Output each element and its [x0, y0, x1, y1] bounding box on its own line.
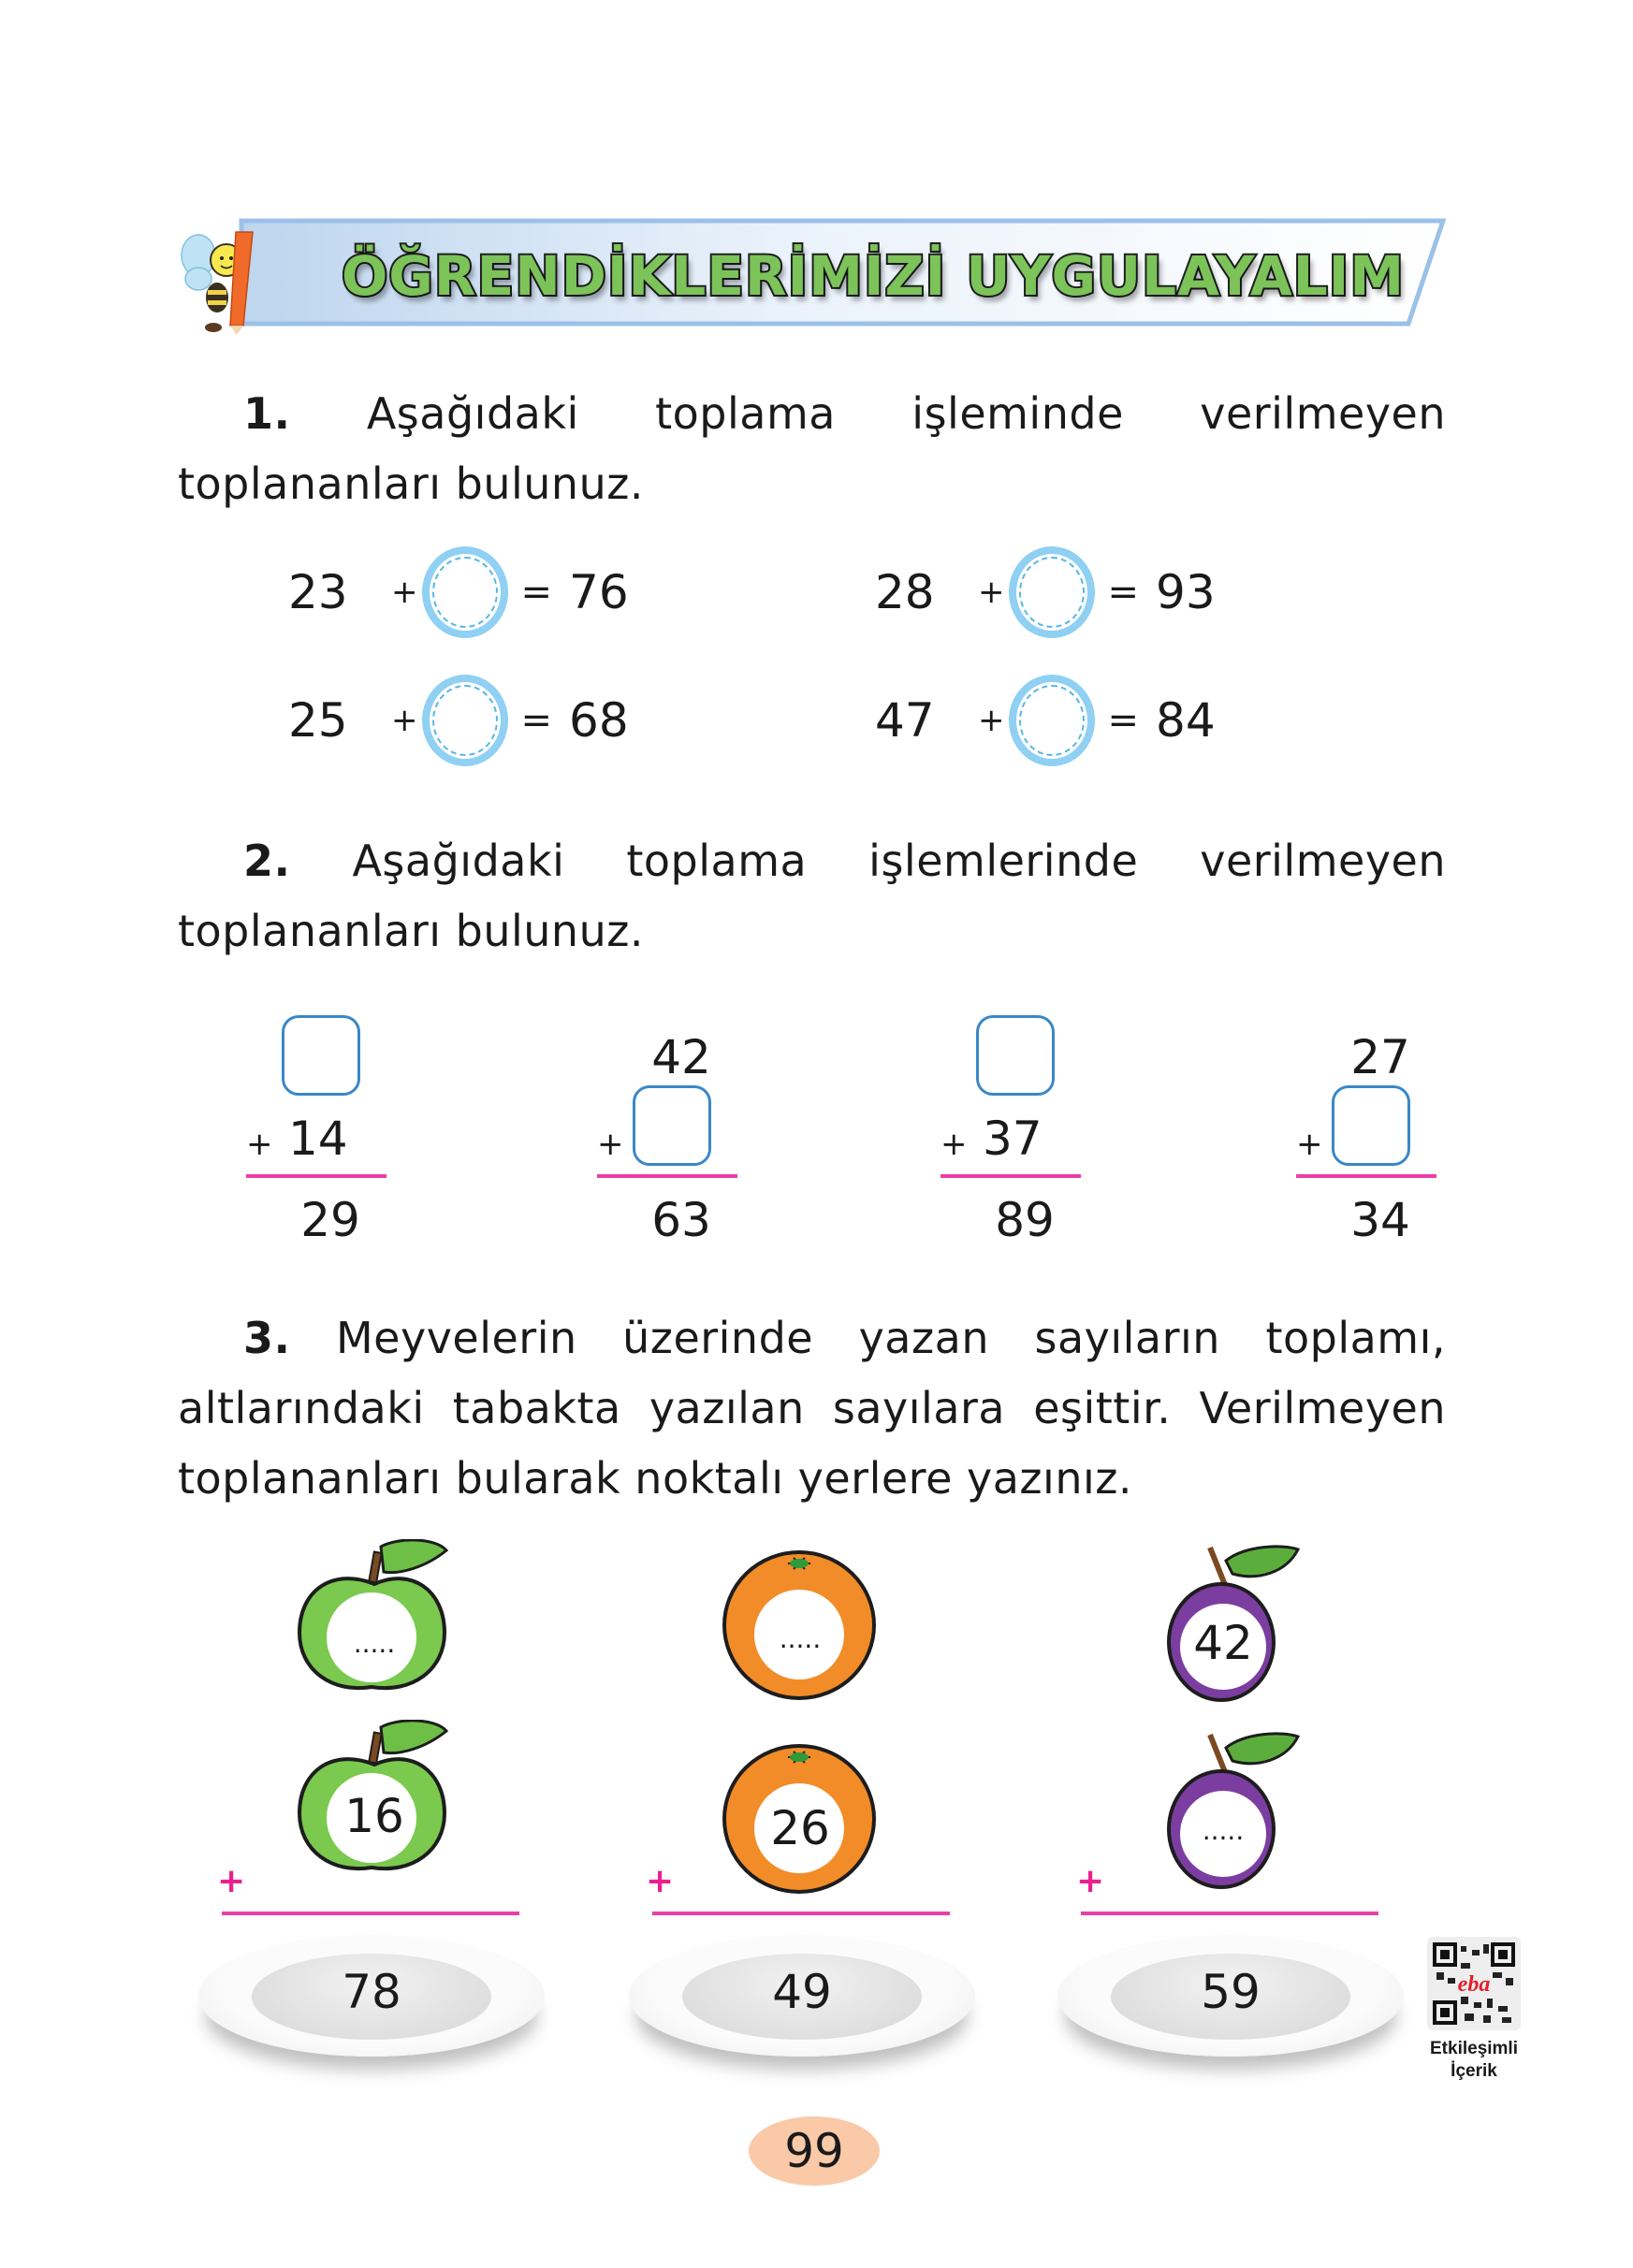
answer-box-input[interactable] [1332, 1085, 1410, 1166]
exercise-2-text: Aşağıdaki toplama işlemlerinde verilmeyen toplananları bulunuz. [178, 836, 1447, 956]
page-number: 99 [749, 2116, 880, 2186]
sum-rule [222, 1912, 519, 1915]
plate-value: 49 [772, 1965, 832, 2019]
plus-sign: + [1076, 1862, 1105, 1900]
sum-rule [1296, 1174, 1436, 1178]
vertical-addition-3 [940, 1015, 1090, 1258]
sum: 68 [569, 693, 629, 748]
equation-1 [288, 541, 629, 644]
fruit-value: 42 [1193, 1616, 1253, 1670]
equals-sign: = [1107, 571, 1140, 614]
exercise-1-instruction [178, 379, 1446, 519]
equation-4 [875, 669, 1216, 772]
addend: 27 [1350, 1030, 1410, 1084]
exercise-2-number: 2. [243, 836, 291, 886]
sum-rule [940, 1174, 1081, 1178]
plate-value: 78 [342, 1965, 401, 2019]
plus-sign: + [246, 1126, 273, 1163]
plate-total [198, 1935, 545, 2089]
addend: 14 [288, 1112, 348, 1166]
equation-2 [875, 541, 1216, 644]
plus-sign: + [391, 574, 418, 611]
fruit-value: 16 [344, 1789, 404, 1843]
answer-box-input[interactable] [976, 1015, 1055, 1096]
plus-sign: + [217, 1862, 246, 1900]
apple-icon [295, 1539, 454, 1694]
exercise-3-text: Meyvelerin üzerinde yazan sayıların toplamı, altlarındaki tabakta yazılan sayılara eşittir. Verilmeyen toplananları bularak noktalı yerlere yazınız. [178, 1313, 1447, 1504]
section-title: ÖĞRENDİKLERİMİZİ UYGULAYALIM [342, 244, 1406, 308]
plus-sign: + [646, 1862, 675, 1900]
exercise-3-number: 3. [243, 1313, 291, 1363]
sum-rule [597, 1174, 737, 1178]
equation-3 [288, 669, 629, 772]
answer-oval-input[interactable] [422, 675, 508, 766]
answer-oval-input[interactable] [1009, 675, 1095, 766]
sum-rule [652, 1912, 950, 1915]
equals-sign: = [1107, 699, 1140, 742]
plum-icon [1165, 1731, 1315, 1890]
sum: 89 [995, 1193, 1055, 1247]
plus-sign: + [391, 702, 418, 739]
fruit-answer-blank[interactable]: ..... [353, 1628, 396, 1659]
addend: 47 [875, 693, 935, 748]
plate-total [629, 1935, 975, 2089]
vertical-addition-2 [597, 1015, 747, 1258]
addend: 42 [651, 1030, 711, 1084]
fruit-answer-blank[interactable]: ..... [779, 1623, 822, 1654]
plate-total [1057, 1935, 1404, 2089]
sum-rule [1081, 1912, 1378, 1915]
vertical-addition-1 [246, 1015, 396, 1258]
exercise-3-instruction [178, 1303, 1446, 1514]
header-banner [239, 218, 1446, 328]
interactive-content-label [1408, 2038, 1539, 2083]
answer-oval-input[interactable] [422, 546, 508, 638]
answer-oval-input[interactable] [1009, 546, 1095, 638]
qr-code-icon[interactable] [1427, 1937, 1521, 2030]
exercise-1-number: 1. [243, 388, 291, 439]
plus-sign: + [978, 574, 1005, 611]
qr-label-line2: İçerik [1451, 2061, 1497, 2081]
addend: 28 [875, 565, 935, 619]
vertical-addition-4 [1296, 1015, 1446, 1258]
addend: 23 [288, 565, 348, 619]
sum: 29 [300, 1193, 360, 1247]
plus-sign: + [597, 1126, 624, 1163]
equals-sign: = [520, 699, 553, 742]
sum: 93 [1156, 565, 1216, 619]
bee-with-pencil-icon [178, 213, 262, 335]
eba-logo: eba [1457, 1972, 1491, 1997]
answer-box-input[interactable] [633, 1085, 711, 1166]
sum: 63 [651, 1193, 711, 1247]
sum: 76 [569, 565, 629, 619]
fruit-value: 26 [770, 1801, 830, 1855]
qr-label-line1: Etkileşimli [1430, 2039, 1518, 2058]
answer-box-input[interactable] [282, 1015, 360, 1096]
equals-sign: = [520, 571, 553, 614]
sum: 34 [1350, 1193, 1410, 1247]
exercise-2-instruction [178, 826, 1446, 967]
sum-rule [246, 1174, 386, 1178]
addend: 25 [288, 693, 348, 748]
plate-value: 59 [1201, 1965, 1261, 2019]
sum: 84 [1156, 693, 1216, 748]
exercise-1-text: Aşağıdaki toplama işleminde verilmeyen toplananları bulunuz. [178, 388, 1446, 509]
plus-sign: + [1296, 1126, 1323, 1163]
plus-sign: + [978, 702, 1005, 739]
plus-sign: + [940, 1126, 968, 1163]
fruit-answer-blank[interactable]: ..... [1202, 1815, 1245, 1846]
addend: 37 [983, 1112, 1042, 1166]
